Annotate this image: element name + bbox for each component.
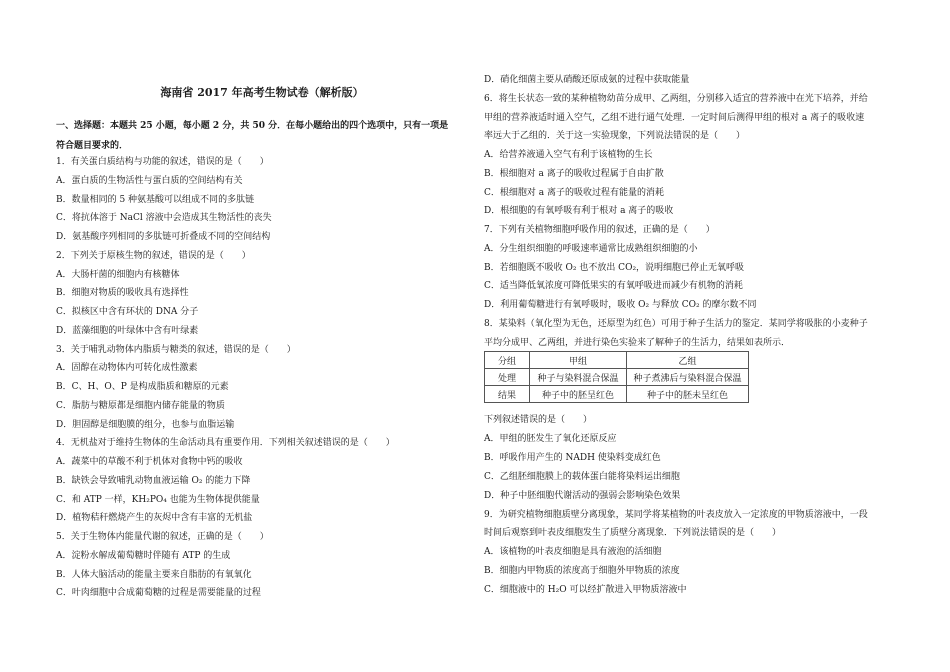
question-line: B．缺铁会导致哺乳动物血液运输 O₂ 的能力下降 <box>56 475 251 486</box>
table-header-cell: 甲组 <box>530 352 627 369</box>
question-line: B．若细胞既不吸收 O₂ 也不放出 CO₂，说明细胞已停止无氧呼吸 <box>484 262 745 273</box>
section-heading-line-2: 符合题目要求的． <box>56 141 129 151</box>
question-line: C．乙组胚细胞膜上的载体蛋白能将染料运出细胞 <box>484 471 680 482</box>
table-cell: 处理 <box>485 369 530 386</box>
question-line: A．淀粉水解成葡萄糖时伴随有 ATP 的生成 <box>56 550 231 561</box>
question-line: C．适当降低氧浓度可降低果实的有氧呼吸进而减少有机物的消耗 <box>484 281 743 292</box>
question-line: D．胆固醇是细胞膜的组分，也参与血脂运输 <box>56 419 235 430</box>
question-line: A．大肠杆菌的细胞内有核糖体 <box>56 269 180 280</box>
question-line: 3．关于哺乳动物体内脂质与糖类的叙述，错误的是（ ） <box>56 344 296 355</box>
question-line: D．种子中胚细胞代谢活动的强弱会影响染色效果 <box>484 490 681 501</box>
question-line: 1．有关蛋白质结构与功能的叙述，错误的是（ ） <box>56 157 269 167</box>
question-line: 下列叙述错误的是（ ） <box>484 415 593 425</box>
question-line: B．根细胞对 a 离子的吸收过程属于自由扩散 <box>484 168 664 179</box>
question-line: 9．为研究植物细胞质壁分离现象，某同学将某植物的叶表皮放入一定浓度的甲物质溶液中，一段 <box>484 509 868 520</box>
results-table-wrap <box>484 351 749 403</box>
page-title: 海南省 2017 年高考生物试卷（解析版） <box>160 86 364 99</box>
question-line: A．给营养液通入空气有利于该植物的生长 <box>484 150 653 160</box>
question-line: C．拟核区中含有环状的 DNA 分子 <box>56 307 199 317</box>
question-line: 5．关于生物体内能量代谢的叙述，正确的是（ ） <box>56 532 269 542</box>
table-header-row <box>485 352 749 369</box>
question-line: B．数量相同的 5 种氨基酸可以组成不同的多肽链 <box>56 194 255 205</box>
question-line: 6．将生长状态一致的某种植物幼苗分成甲、乙两组，分别移入适宜的营养液中在光下培养，并给 <box>484 93 868 104</box>
question-line: D．根细胞的有氧呼吸有利于根对 a 离子的吸收 <box>484 206 674 217</box>
question-line: 时间后观察到叶表皮细胞发生了质壁分离现象．下列说法错误的是（ ） <box>484 528 782 539</box>
question-line: B．呼吸作用产生的 NADH 使染料变成红色 <box>484 452 661 463</box>
question-line: 8．某染料（氧化型为无色，还原型为红色）可用于种子生活力的鉴定．某同学将吸胀的小麦种子 <box>484 318 868 329</box>
question-line: D．植物秸秆燃烧产生的灰烬中含有丰富的无机盐 <box>56 513 253 524</box>
table-cell: 种子中的胚呈红色 <box>530 386 627 403</box>
question-line: D．利用葡萄糖进行有氧呼吸时，吸收 O₂ 与释放 CO₂ 的摩尔数不同 <box>484 300 757 310</box>
question-line: C．根细胞对 a 离子的吸收过程有能量的消耗 <box>484 187 664 198</box>
question-line: A．蔬菜中的草酸不利于机体对食物中钙的吸收 <box>56 457 243 467</box>
question-line: C．将抗体溶于 NaCl 溶液中会造成其生物活性的丧失 <box>56 213 272 224</box>
question-line: A．固醇在动物体内可转化成性激素 <box>56 363 198 374</box>
table-header-cell: 乙组 <box>627 352 749 369</box>
question-line: C．脂肪与糖原都是细胞内储存能量的物质 <box>56 400 225 411</box>
question-line: 7．下列有关植物细胞呼吸作用的叙述，正确的是（ ） <box>484 225 715 235</box>
question-line: A．蛋白质的生物活性与蛋白质的空间结构有关 <box>56 175 243 186</box>
question-line: 率远大于乙组的．关于这一实验现象，下列说法错误的是（ ） <box>484 131 746 142</box>
section-heading <box>56 116 468 156</box>
question-line: 4．无机盐对于维持生物体的生命活动具有重要作用．下列相关叙述错误的是（ ） <box>56 438 395 449</box>
section-heading-line-1: 一、选择题：本题共 25 小题，每小题 2 分，共 50 分．在每小题给出的四个选项中，只有一项是 <box>56 121 449 131</box>
table-cell: 种子中的胚未呈红色 <box>627 386 749 403</box>
table-header-cell: 分组 <box>485 352 530 369</box>
question-line: A．该植物的叶表皮细胞是具有液泡的活细胞 <box>484 547 662 558</box>
question-line: B．细胞对物质的吸收具有选择性 <box>56 288 189 299</box>
table-row <box>485 386 749 403</box>
question-line: A．分生组织细胞的呼吸速率通常比成熟组织细胞的小 <box>484 243 698 254</box>
question-line: 2．下列关于原核生物的叙述，错误的是（ ） <box>56 250 251 261</box>
table-cell: 种子与染料混合保温 <box>530 369 627 386</box>
question-line: B．C、H、O、P 是构成脂质和糖原的元素 <box>56 382 229 392</box>
question-line: 平均分成甲、乙两组，并进行染色实验来了解种子的生活力，结果如表所示． <box>484 337 791 348</box>
table-cell: 结果 <box>485 386 530 403</box>
question-line: C．细胞液中的 H₂O 可以经扩散进入甲物质溶液中 <box>484 585 687 596</box>
question-line: D．蓝藻细胞的叶绿体中含有叶绿素 <box>56 325 199 336</box>
question-line: C．叶肉细胞中合成葡萄糖的过程是需要能量的过程 <box>56 588 261 599</box>
results-table <box>484 351 749 403</box>
question-line: C．和 ATP 一样，KH₂PO₄ 也能为生物体提供能量 <box>56 494 260 505</box>
table-cell: 种子煮沸后与染料混合保温 <box>627 369 749 386</box>
question-line: A．甲组的胚发生了氧化还原反应 <box>484 433 617 444</box>
table-row <box>485 369 749 386</box>
question-line: D．硝化细菌主要从硝酸还原成氨的过程中获取能量 <box>484 75 690 85</box>
question-line: D．氨基酸序列相同的多肽链可折叠成不同的空间结构 <box>56 232 271 242</box>
question-line: B．细胞内甲物质的浓度高于细胞外甲物质的浓度 <box>484 566 680 577</box>
question-line: 甲组的营养液适时通入空气，乙组不进行通气处理．一定时间后测得甲组的根对 a 离子的吸收速 <box>484 112 865 123</box>
question-line: B．人体大脑活动的能量主要来自脂肪的有氧氧化 <box>56 569 252 580</box>
